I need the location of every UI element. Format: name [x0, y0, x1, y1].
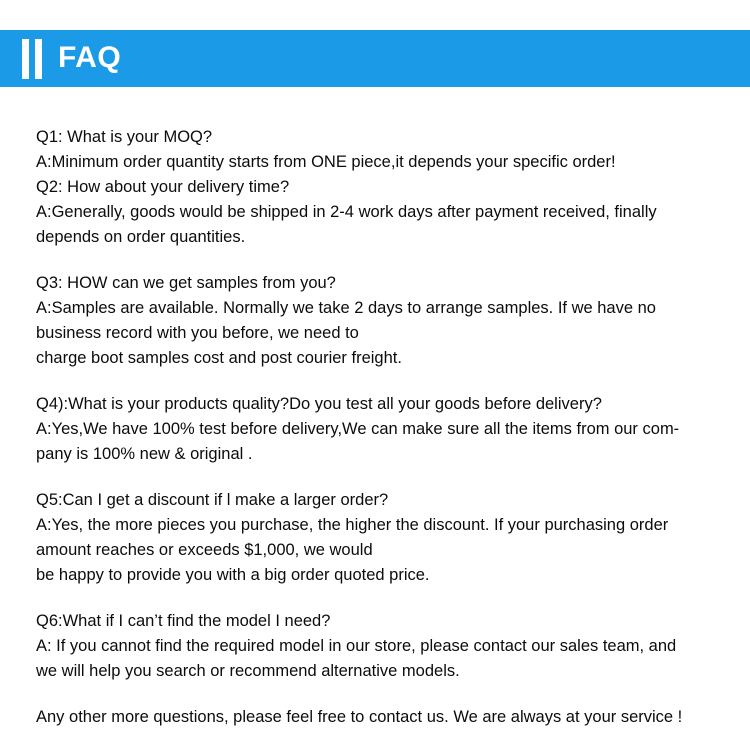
page-title: FAQ: [58, 40, 122, 74]
faq-block: [36, 609, 716, 684]
faq-line: charge boot samples cost and post courier freight.: [36, 349, 402, 367]
faq-line: amount reaches or exceeds $1,000, we would: [36, 541, 373, 559]
faq-line: A:Yes,We have 100% test before delivery,We can make sure all the items from our com-: [36, 420, 680, 438]
faq-line: business record with you before, we need to: [36, 324, 359, 342]
faq-header-banner: [0, 30, 750, 87]
faq-line: A:Minimum order quantity starts from ONE piece,it depends your specific order!: [36, 153, 616, 171]
faq-content: [36, 125, 716, 730]
faq-line: Q3: HOW can we get samples from you?: [36, 274, 336, 292]
faq-line: Q2: How about your delivery time?: [36, 178, 290, 196]
faq-line: A: If you cannot find the required model in our store, please contact our sales team, and: [36, 637, 677, 655]
faq-line: depends on order quantities.: [36, 228, 246, 246]
header-bar-second: [35, 39, 42, 79]
header-bar-first: [22, 39, 29, 79]
faq-line: pany is 100% new & original .: [36, 445, 253, 463]
faq-line: Q1: What is your MOQ?: [36, 128, 213, 146]
faq-line: we will help you search or recommend alternative models.: [36, 662, 460, 680]
faq-closing-line: Any other more questions, please feel free to contact us. We are always at your service !: [36, 708, 683, 726]
faq-block: [36, 392, 716, 467]
faq-line: A:Yes, the more pieces you purchase, the higher the discount. If your purchasing order: [36, 516, 669, 534]
faq-line: A:Generally, goods would be shipped in 2-4 work days after payment received, finally: [36, 203, 657, 221]
faq-block: [36, 488, 716, 588]
faq-block: [36, 271, 716, 371]
header-bars-icon: [22, 39, 42, 79]
faq-line: Q4):What is your products quality?Do you test all your goods before delivery?: [36, 395, 602, 413]
faq-line: be happy to provide you with a big order quoted price.: [36, 566, 430, 584]
faq-line: Q5:Can I get a discount if l make a larger order?: [36, 491, 389, 509]
faq-line: A:Samples are available. Normally we take 2 days to arrange samples. If we have no: [36, 299, 656, 317]
faq-block: [36, 125, 716, 250]
faq-line: Q6:What if I can’t find the model I need?: [36, 612, 331, 630]
